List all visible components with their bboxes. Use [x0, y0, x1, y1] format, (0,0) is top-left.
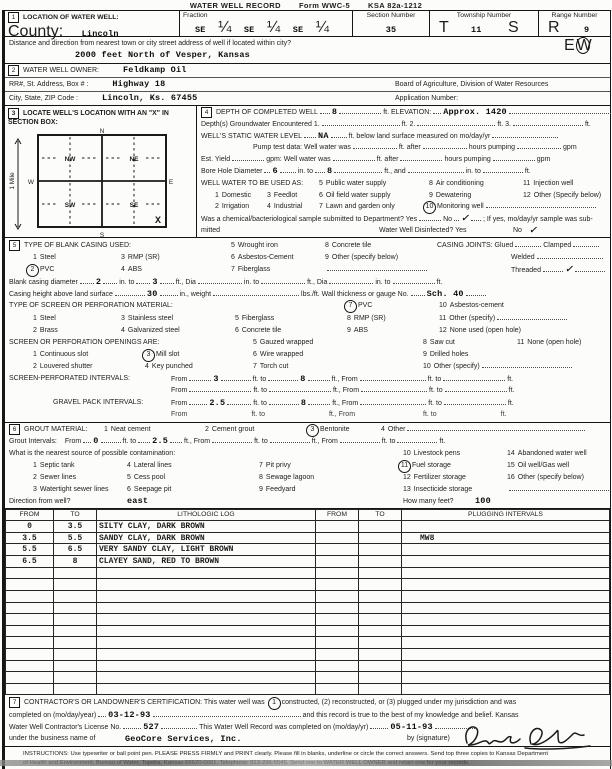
casing-height-value: 30 — [146, 289, 158, 300]
sample-no-checkmark: ✓ — [461, 213, 469, 225]
fraction-q3: SE — [292, 25, 304, 35]
option-casing-steel: 1 Steel — [33, 254, 56, 262]
option-screen-fiberglass: 5 Fiberglass — [235, 314, 275, 322]
completed-date: 03-12-93 — [108, 710, 151, 721]
table-row-empty — [6, 614, 610, 626]
table-row-empty — [6, 648, 610, 660]
grout-interval-to: 2.5 — [152, 436, 169, 447]
compass-w: W — [27, 179, 35, 186]
table-row-empty — [6, 579, 610, 591]
fraction-cell — [179, 11, 352, 36]
option-pvc-circled: 2 PVC — [29, 264, 54, 276]
table-row: 3.5 5.5 SANDY CLAY, DARK BROWN MW8 — [6, 532, 610, 544]
record-completed-date: 05-11-93 — [390, 722, 433, 733]
section5-number: 5 — [9, 240, 20, 251]
quadrant-se: SE — [129, 202, 139, 209]
option-other-openings: 10 Other (specify) — [423, 361, 574, 373]
option-saw-cut: 8 Saw cut — [423, 338, 455, 346]
static-level-label: WELL'S STATIC WATER LEVEL — [201, 132, 303, 140]
section5-heading: TYPE OF BLANK CASING USED: — [24, 242, 131, 249]
section3-heading: LOCATE WELL'S LOCATION WITH AN "X" IN SECTION BOX: — [8, 110, 169, 126]
range-cell — [538, 11, 610, 54]
license-label: Water Well Contractor's License No. — [9, 724, 122, 732]
option-irrigation: 2 Irrigation — [215, 203, 250, 211]
fraction-label: Fraction — [183, 12, 208, 19]
table-row-empty — [6, 637, 610, 649]
scan-edge-artifact — [0, 760, 612, 766]
distance-row — [5, 37, 610, 64]
bore-depth-value: 8 — [326, 165, 333, 176]
screen-interval-to: 8 — [300, 374, 306, 385]
completed-on-label: completed on (mo/day/year) — [9, 712, 97, 720]
gravel-pack-label: GRAVEL PACK INTERVALS: — [53, 399, 144, 407]
table-row-empty — [6, 602, 610, 614]
section1-heading: LOCATION OF WATER WELL: — [23, 14, 119, 21]
sample-question: Was a chemical/bacteriological sample submitted to Department? Yes — [201, 216, 418, 224]
license-number: 527 — [143, 722, 160, 733]
distance-question: Distance and direction from nearest town or city street address of well if located within city? — [9, 40, 292, 47]
section3-locate-panel — [5, 106, 197, 237]
section-number-cell — [352, 11, 429, 36]
constructed-circled: 1 — [268, 697, 281, 710]
well-x-mark: X — [154, 216, 162, 227]
option-screen-steel: 1 Steel — [33, 314, 56, 322]
option-other-use: 12 Other (Specify below) — [523, 191, 602, 199]
option-louvered: 2 Louvered shutter — [33, 362, 93, 370]
compass-n: N — [99, 128, 105, 135]
option-screen-rmp: 8 RMP (SR) — [347, 314, 386, 322]
quadrant-nw: NW — [64, 156, 76, 163]
option-bentonite-circled: 3 Bentonite — [309, 424, 350, 436]
section7-number: 7 — [9, 697, 20, 708]
option-monitoring-well-circled: 10 Monitoring well — [426, 201, 598, 213]
option-neat-cement: 1 Neat cement — [104, 426, 151, 434]
grout-intervals-label: Grout Intervals: — [9, 438, 57, 446]
col-to-2: TO — [359, 509, 402, 521]
owner-label: WATER WELL OWNER: — [23, 67, 99, 74]
township-t: T — [439, 19, 449, 36]
option-stainless: 3 Stainless steel — [121, 314, 174, 322]
table-row: 5.5 6.5 VERY SANDY CLAY, LIGHT BROWN — [6, 544, 610, 556]
quarter-1: ¼ — [218, 19, 232, 36]
range-w-circled: W — [576, 37, 592, 54]
section2-number: 2 — [8, 65, 19, 76]
section5-casing: 5 TYPE OF BLANK CASING USED: 5 Wrought iron 8 Concrete tile CASING JOINTS: Glued Clamped 1 Steel 3 RMP (SR) 6 Asbestos-Cement 9 Other (specify below) Welded 2 PVC 4 ABS 7 Fiberglass Threaded ✓ Blank casing diameter 2 in. to 3 ft., Dia in. to ft., Dia in. to ft. Casing height above land surface 30 in., weight lbs./ft. Wall thickness or gauge No. Sch. 40 TYPE OF SCREEN OR PERFORATION MATERIAL: 7 PVC 10 Asbestos-cement 1 Steel 3 Stainless steel 5 Fiberglass 8 RMP (SR) 11 Other (specify) 2 Brass 4 Galvanized steel 6 Concrete tile 9 ABS 12 None used (open hole) SCREEN OR PERFORATION OPENINGS ARE: 5 Gauzed wrapped 8 Saw cut 11 None (open hole) 1 Continuous slot 3 Mill slot 6 Wire wrapped 9 Drilled holes 2 Louvered shutter 4 Key punched 7 Torch cut 10 Other (specify) SCREEN-PERFORATED INTERVALS: From 3 ft. to 8 ft., From ft. to ft. From ft. to ft., From ft. to ft. GRAVEL PACK INTERVALS: From 2.5 ft. to 8 ft., From ft. to ft. From ft. to ft., From ft. to ft. — [5, 238, 610, 423]
address-label: RR#, St. Address, Box # : — [9, 81, 89, 88]
section-box-diagram — [8, 127, 196, 239]
option-drilled-holes: 9 Drilled holes — [423, 350, 469, 358]
option-pit-privy: 7 Pit privy — [259, 462, 291, 470]
instructions-line-1: INSTRUCTIONS: Use typewriter or ball point pen. PLEASE PRESS FIRMLY and PRINT clearly. Please fill in blanks, underline or circle the correct answers. Send top three copies to Kansas Department — [23, 751, 549, 758]
col-lithologic-log: LITHOLOGIC LOG — [97, 509, 316, 521]
fraction-q2: SE — [243, 25, 255, 35]
section4-well-data: 4 DEPTH OF COMPLETED WELL 8 ft. ELEVATION: Approx. 1420 Depth(s) Groundwater Encountered 1. ft. 2. ft. 3. ft. WELL'S STATIC WATER LEVEL NA ft. below land surface measured on mo/day/yr Pump test data: Well water was ft. after hours pumping gpm Est. Yield gpm: Well water was ft. after hours pumping gpm Bore Hole Diameter 6 in. to 8 ft., and in. to ft. WELL WATER TO BE USED AS: 5 Public water supply 8 Air conditioning 11 Injection well 1 Domestic 3 Feedlot 6 Oil field water supply 9 Dewatering 12 Other (Specify below) 2 Irrigation 4 Industrial 7 Lawn and garden only 10 Monitoring well Was a chemical/bacteriological sample submitted to Department? Yes No ✓ ; If yes, mo/day/yr sample was sub- mitted Water Well Disinfected? Yes No ✓ — [197, 106, 612, 237]
compass-e: E — [168, 179, 174, 186]
option-continuous-slot: 1 Continuous slot — [33, 350, 89, 358]
owner-value: Feldkamp Oil — [122, 65, 187, 75]
option-fuel-storage-circled: 11 Fuel storage — [401, 460, 451, 472]
form-title: WATER WELL RECORD — [189, 1, 281, 10]
use-heading: WELL WATER TO BE USED AS: — [201, 179, 304, 187]
option-cement-grout: 2 Cement grout — [205, 426, 255, 434]
section1-number: 1 — [8, 12, 19, 23]
distance-value: 2000 feet North of Vesper, Kansas — [75, 50, 250, 60]
agency-label: Board of Agriculture, Division of Water Resources — [395, 81, 549, 88]
form-statute: KSA 82a-1212 — [368, 1, 423, 10]
est-yield-label: Est. Yield — [201, 156, 231, 164]
range-label: Range Number — [551, 12, 598, 19]
casing-diameter-label: Blank casing diameter — [9, 279, 78, 287]
option-fiberglass: 7 Fiberglass — [231, 266, 271, 274]
option-other-grout: 4 Other — [381, 424, 587, 436]
city-value: Lincoln, Ks. 67455 — [102, 93, 198, 103]
business-name-value: GeoCore Services, Inc. — [125, 734, 242, 745]
option-abandoned-well: 14 Abandoned water well — [507, 450, 587, 458]
option-livestock-pens: 10 Livestock pens — [403, 450, 461, 458]
option-watertight-sewer: 3 Watertight sewer lines — [33, 485, 109, 493]
option-septic-tank: 1 Septic tank — [33, 462, 75, 470]
feet-label: How many feet? — [403, 497, 454, 505]
option-screen-other: 11 Other (specify) — [439, 313, 569, 325]
section3-number: 3 — [8, 108, 19, 119]
section6-number: 6 — [9, 424, 20, 435]
threaded-checkmark: ✓ — [564, 264, 573, 276]
table-row-empty — [6, 683, 610, 695]
option-screen-pvc-circled: 7 PVC — [347, 300, 372, 312]
openings-heading: SCREEN OR PERFORATION OPENINGS ARE: — [9, 338, 160, 346]
option-asbestos-cement: 6 Asbestos-Cement — [231, 254, 294, 262]
certification-text-1: CONTRACTOR'S OR LANDOWNER'S CERTIFICATION: This water well was — [24, 699, 265, 707]
option-sewer-lines: 2 Sewer lines — [33, 473, 77, 481]
section-number-value: 35 — [385, 25, 397, 35]
lithologic-log-table — [5, 509, 610, 696]
casing-depth-value: 3 — [152, 277, 158, 288]
option-air-conditioning: 8 Air conditioning — [429, 179, 484, 187]
table-row-empty — [6, 660, 610, 672]
table-row-empty — [6, 567, 610, 579]
option-abs: 4 ABS — [121, 266, 142, 274]
col-to-1: TO — [54, 509, 97, 521]
casing-joints-glued: CASING JOINTS: Glued Clamped — [437, 240, 601, 252]
option-feedlot: 3 Feedlot — [267, 191, 298, 199]
feet-value: 100 — [475, 495, 491, 506]
option-lawn-garden: 7 Lawn and garden only — [319, 203, 395, 211]
option-galvanized: 4 Galvanized steel — [121, 326, 180, 334]
section3-4-split — [5, 106, 610, 238]
disinfected-question: Water Well Disinfected? Yes — [379, 226, 467, 234]
option-sewage-lagoon: 8 Sewage lagoon — [259, 473, 315, 481]
table-row-empty — [6, 590, 610, 602]
option-seepage-pit: 6 Seepage pit — [127, 485, 172, 493]
gravel-interval-to: 8 — [300, 398, 307, 409]
screen-intervals-label: SCREEN-PERFORATED INTERVALS: — [9, 375, 130, 383]
signature-label: by (signature) — [407, 735, 450, 743]
quadrant-sw: SW — [64, 202, 76, 209]
screen-interval-from: 3 — [213, 374, 219, 385]
elevation-label: ft. ELEVATION: — [383, 109, 432, 116]
option-screen-concrete: 6 Concrete tile — [235, 326, 282, 334]
signature — [457, 717, 597, 751]
section6-grout: 6 GROUT MATERIAL: 1 Neat cement 2 Cement grout 3 Bentonite 4 Other Grout Intervals: From 0 ft. to 2.5 ft., From ft. to ft., From ft. to ft. What is the nearest source of possible contamination: 10 Livestock pens 14 Abandoned water well 1 Septic tank 4 Lateral lines 7 Pit privy 11 Fuel storage 15 Oil well/Gas well 2 Sewer lines 5 Cess pool 8 Sewage lagoon 12 Fertilizer storage 16 Other (specify below) 3 Watertight sewer lines 6 Seepage pit 9 Feedyard 13 Insecticide storage Direction from well? east How many feet? 100 — [5, 423, 610, 508]
table-row-empty — [6, 672, 610, 684]
table-row: 6.5 8 CLAYEY SAND, RED TO BROWN — [6, 556, 610, 568]
address-value: Highway 18 — [112, 79, 166, 89]
direction-value: east — [127, 495, 149, 506]
option-other-source: 16 Other (specify below) — [507, 473, 584, 481]
static-level-value: NA — [318, 130, 329, 141]
option-concrete-tile: 8 Concrete tile — [325, 242, 372, 249]
township-label: Township Number — [456, 12, 512, 19]
casing-joints-welded: Welded — [511, 252, 605, 264]
county-value: Lincoln — [81, 29, 119, 39]
depth-value: 8 — [331, 107, 338, 117]
option-industrial: 4 Industrial — [267, 203, 303, 211]
option-oilfield-supply: 6 Oil field water supply — [319, 191, 391, 199]
disinfected-no-checkmark: ✓ — [529, 224, 537, 236]
option-fertilizer-storage: 12 Fertilizer storage — [403, 473, 466, 481]
option-none-openings: 11 None (open hole) — [517, 338, 582, 346]
col-from-1: FROM — [6, 509, 54, 521]
option-brass: 2 Brass — [33, 326, 58, 334]
section-number-label: Section Number — [366, 12, 416, 19]
county-cell — [5, 11, 179, 40]
bore-diameter-value: 6 — [272, 165, 278, 176]
section2-owner — [5, 64, 610, 106]
option-injection-well: 11 Injection well — [523, 179, 574, 187]
table-row-empty — [6, 625, 610, 637]
quarter-3: ¼ — [315, 19, 330, 36]
sample-question-cont: mitted — [201, 226, 221, 234]
screen-material-heading: TYPE OF SCREEN OR PERFORATION MATERIAL: — [9, 302, 173, 310]
quadrant-ne: NE — [129, 156, 139, 163]
gravel-interval-from: 2.5 — [209, 398, 226, 409]
option-key-punched: 4 Key punched — [145, 362, 193, 370]
option-torch-cut: 7 Torch cut — [253, 362, 289, 370]
range-e: E — [564, 37, 575, 54]
section7-certification: 7 CONTRACTOR'S OR LANDOWNER'S CERTIFICATION: This water well was 1 constructed, (2) reconstructed, or (3) plugged under my jurisdiction and was completed on (mo/day/year) 03-12-93 and this record is true to the best of my knowledge and belief. Kansas Water Well Contractor's License No. 527 This Water Well Record was completed on (mo/day/yr) 05-11-93 under the business name of GeoCore Services, Inc. by (signature) — [5, 695, 610, 746]
elevation-value: Approx. 1420 — [443, 107, 507, 117]
section4-number: 4 — [201, 107, 212, 118]
county-label: County: — [8, 23, 64, 40]
groundwater-label: Depth(s) Groundwater Encountered 1. — [201, 120, 320, 128]
one-mile-label: 1 Mile — [9, 172, 16, 190]
option-screen-abs: 9 ABS — [347, 326, 368, 334]
option-dewatering: 9 Dewatering — [429, 191, 472, 199]
city-label: City, State, ZIP Code : — [9, 95, 78, 102]
option-rmp-sr: 3 RMP (SR) — [121, 254, 160, 262]
form-title-row — [0, 0, 612, 10]
casing-height-label: Casing height above land surface — [9, 291, 113, 299]
option-none-open-hole: 12 None used (open hole) — [439, 326, 522, 334]
table-header-row — [6, 509, 610, 521]
option-wrought-iron: 5 Wrought iron — [231, 242, 278, 249]
form-frame — [2, 10, 611, 769]
col-from-2: FROM — [316, 509, 359, 521]
township-s: S — [508, 19, 519, 36]
section6-heading: GROUT MATERIAL: — [24, 426, 88, 434]
range-value: 9 — [584, 25, 590, 35]
depth-label: DEPTH OF COMPLETED WELL — [216, 109, 318, 116]
township-cell — [429, 11, 538, 36]
option-wire-wrapped: 6 Wire wrapped — [253, 350, 304, 358]
bore-diameter-label: Bore Hole Diameter — [201, 167, 263, 175]
fraction-q1: SE — [195, 25, 206, 35]
quarter-2: ¼ — [266, 19, 281, 36]
option-gauzed: 5 Gauzed wrapped — [253, 338, 314, 346]
range-r: R — [548, 19, 560, 36]
table-row: 0 3.5 SILTY CLAY, DARK BROWN — [6, 521, 610, 533]
option-insecticide-storage: 13 Insecticide storage — [403, 485, 473, 493]
option-oil-gas-well: 15 Oil well/Gas well — [507, 462, 570, 470]
option-lateral-lines: 4 Lateral lines — [127, 462, 172, 470]
pump-test-label: Pump test data: Well water was — [253, 144, 351, 152]
option-feedyard: 9 Feedyard — [259, 485, 296, 493]
option-cess-pool: 5 Cess pool — [127, 473, 166, 481]
col-plugging-intervals: PLUGGING INTERVALS — [402, 509, 610, 521]
form-number: Form WWC-5 — [298, 1, 351, 10]
direction-label: Direction from well? — [9, 497, 71, 505]
contamination-question: What is the nearest source of possible contamination: — [9, 450, 176, 458]
option-domestic: 1 Domestic — [215, 191, 252, 199]
option-mill-slot-circled: 3 Mill slot — [145, 349, 179, 361]
business-name-label: under the business name of — [9, 735, 96, 743]
township-value: 11 — [470, 25, 482, 35]
option-public-water: 5 Public water supply — [319, 179, 387, 187]
application-number-label: Application Number: — [395, 95, 459, 102]
option-other-casing: 9 Other (specify below) — [325, 254, 399, 262]
compass-s: S — [99, 232, 105, 239]
casing-joints-threaded: Threaded ✓ — [511, 264, 607, 277]
grout-interval-from: 0 — [93, 436, 99, 447]
gauge-value: Sch. 40 — [426, 289, 464, 300]
option-screen-asbestos: 10 Asbestos-cement — [439, 302, 504, 310]
casing-diameter-value: 2 — [95, 277, 102, 288]
